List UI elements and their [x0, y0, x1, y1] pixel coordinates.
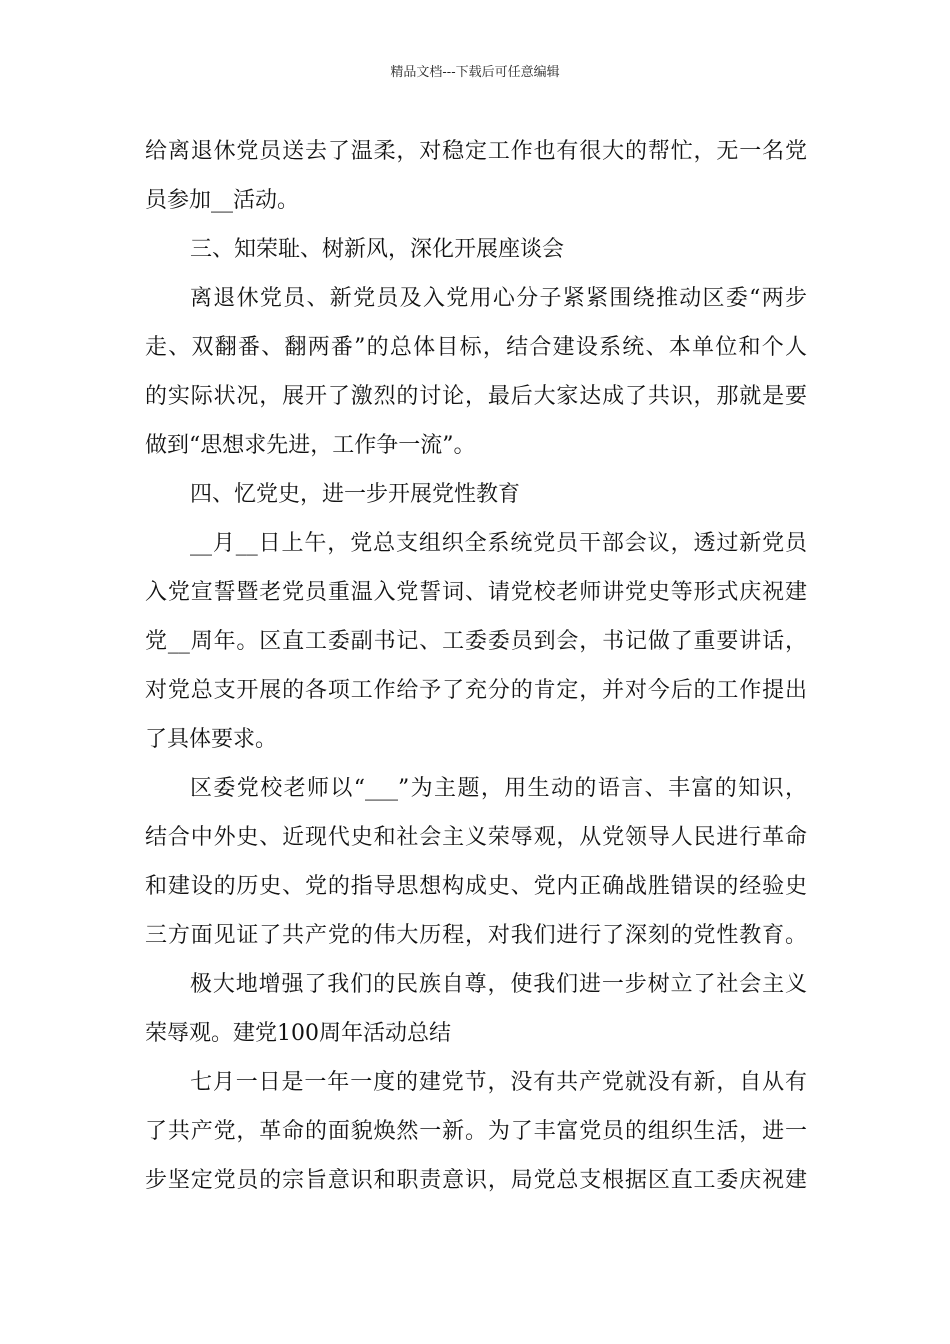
text-line: 的实际状况，展开了激烈的讨论，最后大家达成了共识，那就是要 [145, 384, 807, 409]
text-line: 三方面见证了共产党的伟大历程，对我们进行了深刻的党性教育。 [145, 923, 807, 948]
text-line: 员参加__活动。 [145, 188, 300, 213]
text-line: 极大地增强了我们的民族自尊，使我们进一步树立了社会主义 [190, 972, 807, 997]
text-line: 给离退休党员送去了温柔，对稳定工作也有很大的帮忙，无一名党 [145, 139, 807, 164]
text-line: 步坚定党员的宗旨意识和职责意识，局党总支根据区直工委庆祝建 [145, 1168, 807, 1193]
section-heading: 四、忆党史，进一步开展党性教育 [190, 482, 521, 507]
text-line: 走、双翻番、翻两番”的总体目标，结合建设系统、本单位和个人 [145, 335, 807, 360]
text-line: 和建设的历史、党的指导思想构成史、党内正确战胜错误的经验史 [145, 874, 807, 899]
text-line: 入党宣誓暨老党员重温入党誓词、请党校老师讲党史等形式庆祝建 [145, 580, 807, 605]
text-line: 做到“思想求先进，工作争一流”。 [145, 433, 476, 458]
document-body [145, 127, 807, 1205]
text-line: __月__日上午，党总支组织全系统党员干部会议，透过新党员 [190, 531, 807, 556]
text-line: 了共产党，革命的面貌焕然一新。为了丰富党员的组织生活，进一 [145, 1119, 807, 1144]
text-line: 离退休党员、新党员及入党用心分子紧紧围绕推动区委“两步 [190, 286, 807, 311]
text-line: 对党总支开展的各项工作给予了充分的肯定，并对今后的工作提出 [145, 678, 807, 703]
text-line: 了具体要求。 [145, 727, 278, 752]
text-line: 结合中外史、近现代史和社会主义荣辱观，从党领导人民进行革命 [145, 825, 807, 850]
text-line: 荣辱观。建党100周年活动总结 [145, 1021, 451, 1046]
text-line: 党__周年。区直工委副书记、工委委员到会，书记做了重要讲话， [145, 629, 807, 654]
section-heading: 三、知荣耻、树新风，深化开展座谈会 [190, 237, 565, 262]
page-header: 精品文档---下载后可任意编辑 [390, 65, 560, 80]
text-line: 区委党校老师以“___”为主题，用生动的语言、丰富的知识， [190, 776, 807, 801]
text-line: 七月一日是一年一度的建党节，没有共产党就没有新，自从有 [190, 1070, 807, 1095]
